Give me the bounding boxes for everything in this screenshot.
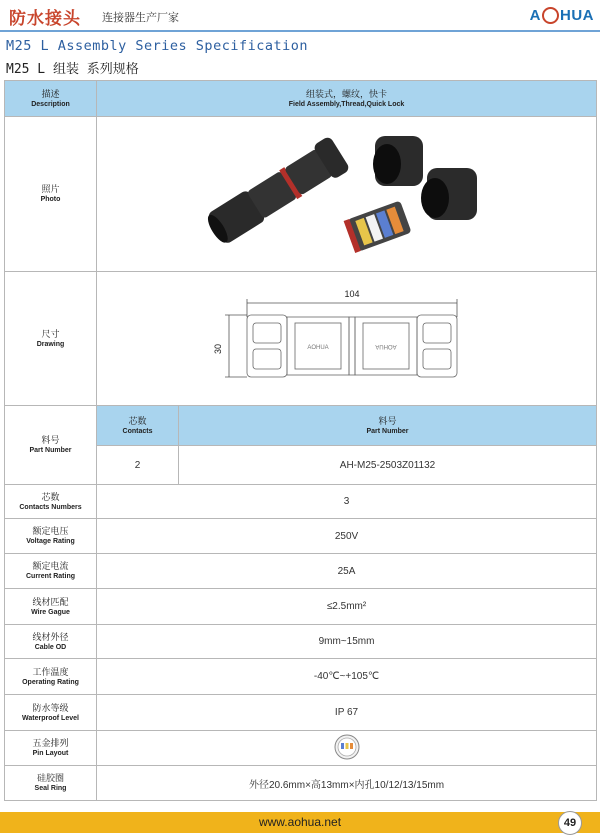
- logo-text-right: HUA: [560, 6, 594, 24]
- operating-value: -40℃~+105℃: [97, 659, 597, 695]
- label-photo: 照片 Photo: [5, 117, 97, 272]
- current-value: 25A: [97, 554, 597, 589]
- cable-od-value: 9mm~15mm: [97, 625, 597, 659]
- product-photo: [97, 117, 597, 272]
- label-contacts-numbers: 芯数 Contacts Numbers: [5, 485, 97, 519]
- drawing-mark-left: AOHUA: [306, 345, 329, 351]
- pin-layout-diagram: [97, 731, 597, 766]
- technical-drawing: [97, 272, 597, 406]
- value-description: 组装式，螺纹，快卡 Field Assembly,Thread,Quick Lock: [97, 81, 597, 117]
- label-drawing: 尺寸 Drawing: [5, 272, 97, 406]
- voltage-value: 250V: [97, 519, 597, 554]
- connector-photo-image: [197, 118, 497, 268]
- label-cable-od: 线材外径 Cable OD: [5, 625, 97, 659]
- col-contacts-header: 芯数 Contacts: [97, 406, 179, 446]
- dim-height: 30: [212, 343, 223, 355]
- pin-layout-icon: [334, 734, 360, 760]
- wire-value: ≤2.5mm²: [97, 589, 597, 625]
- drawing-mark-right: AOHUA: [374, 343, 397, 349]
- label-pin-layout: 五金排列 Pin Layout: [5, 731, 97, 766]
- footer-url[interactable]: www.aohua.net: [258, 815, 342, 829]
- logo-ring-icon: [542, 7, 559, 24]
- contacts-value: 2: [97, 446, 179, 485]
- page-number: 49: [558, 811, 582, 835]
- brand-subtitle: 连接器生产厂家: [102, 12, 179, 24]
- header-divider: [0, 30, 600, 32]
- label-wire: 线材匹配 Wire Gague: [5, 589, 97, 625]
- page-header: [0, 0, 600, 30]
- logo-text-left: A: [529, 6, 541, 24]
- page-title-cn: M25 L 组装 系列规格: [6, 62, 139, 77]
- label-description: 描述 Description: [5, 81, 97, 117]
- dimension-drawing: [212, 285, 477, 389]
- page-title-en: M25 L Assembly Series Specification: [6, 38, 308, 54]
- label-part-number: 料号 Part Number: [5, 406, 97, 485]
- label-waterproof: 防水等级 Waterproof Level: [5, 695, 97, 731]
- page-footer: [0, 812, 600, 833]
- spec-table: [4, 80, 597, 801]
- label-operating: 工作温度 Operating Rating: [5, 659, 97, 695]
- label-voltage: 额定电压 Voltage Rating: [5, 519, 97, 554]
- seal-ring-value: 外径20.6mm×高13mm×内孔10/12/13/15mm: [97, 766, 597, 801]
- part-number-value: AH-M25-2503Z01132: [179, 446, 597, 485]
- contacts-numbers-value: 3: [97, 485, 597, 519]
- aohua-logo: [530, 5, 594, 25]
- label-seal-ring: 硅胶圈 Seal Ring: [5, 766, 97, 801]
- brand-title: 防水接头: [9, 9, 81, 29]
- col-part-number-header: 料号 Part Number: [179, 406, 597, 446]
- label-current: 额定电流 Current Rating: [5, 554, 97, 589]
- waterproof-value: IP 67: [97, 695, 597, 731]
- dim-length: 104: [343, 289, 360, 299]
